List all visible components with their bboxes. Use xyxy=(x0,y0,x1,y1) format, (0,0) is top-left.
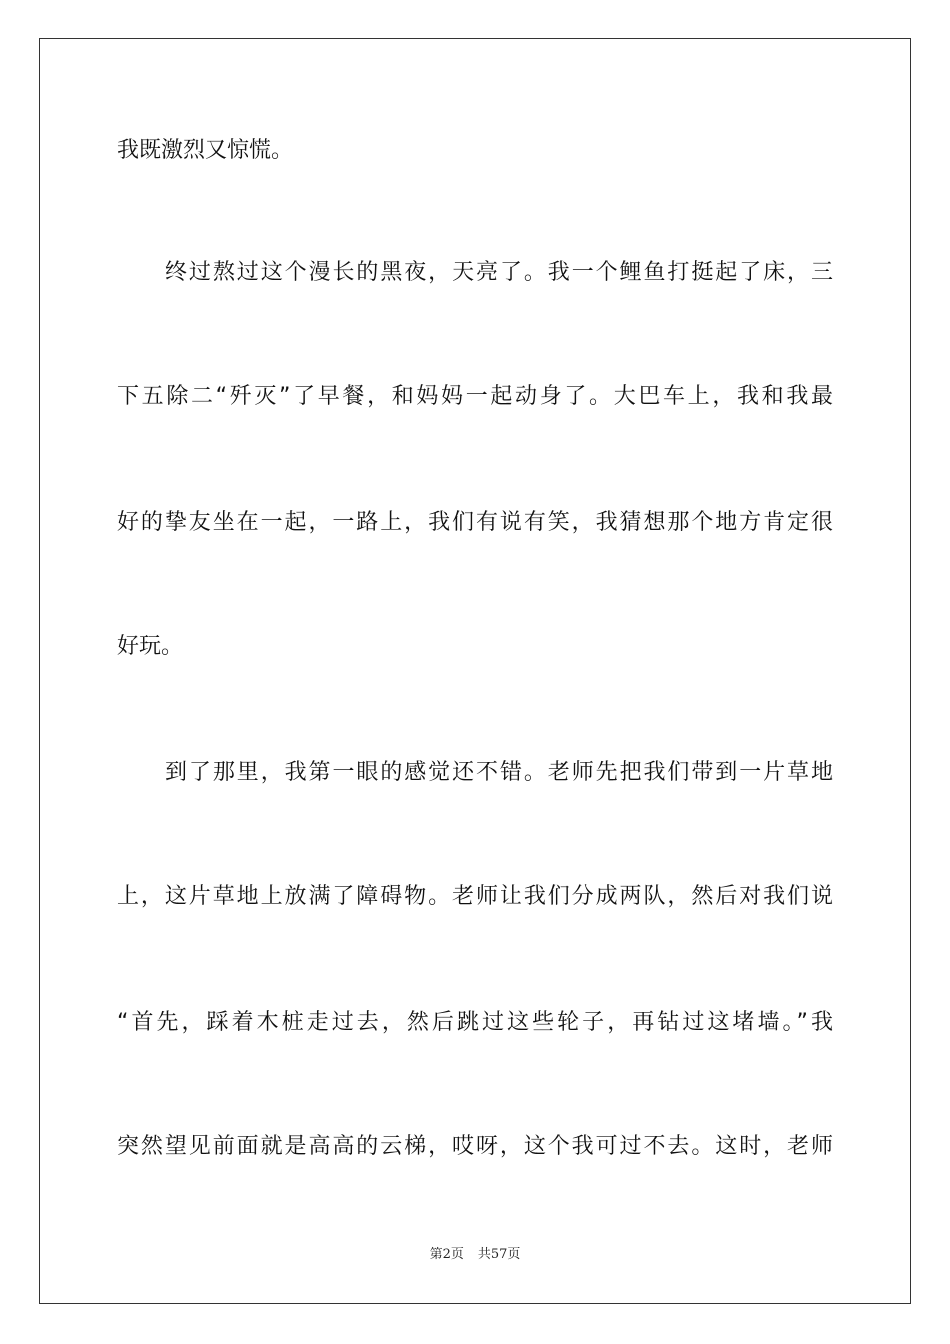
text-line-3: 下五除二“歼灭”了早餐，和妈妈一起动身了。大巴车上，我和我最 xyxy=(117,384,833,409)
text-line-5: 好玩。 xyxy=(117,634,184,659)
page-border xyxy=(39,38,911,1304)
page-total: 共57页 xyxy=(477,1247,521,1262)
text-line-6: 到了那里，我第一眼的感觉还不错。老师先把我们带到一片草地 xyxy=(165,760,833,785)
text-line-7: 上，这片草地上放满了障碍物。老师让我们分成两队，然后对我们说 xyxy=(117,884,833,909)
text-line-8: “首先，踩着木桩走过去，然后跳过这些轮子，再钻过这堵墙。”我 xyxy=(117,1010,833,1035)
text-line-2: 终过熬过这个漫长的黑夜，天亮了。我一个鲤鱼打挺起了床，三 xyxy=(165,260,833,285)
text-line-9: 突然望见前面就是高高的云梯，哎呀，这个我可过不去。这时，老师 xyxy=(117,1134,833,1159)
text-line-1: 我既激烈又惊慌。 xyxy=(117,138,294,163)
page-footer xyxy=(0,1246,950,1264)
text-line-4: 好的挚友坐在一起，一路上，我们有说有笑，我猜想那个地方肯定很 xyxy=(117,510,833,535)
page-number: 第2页 xyxy=(429,1247,464,1262)
